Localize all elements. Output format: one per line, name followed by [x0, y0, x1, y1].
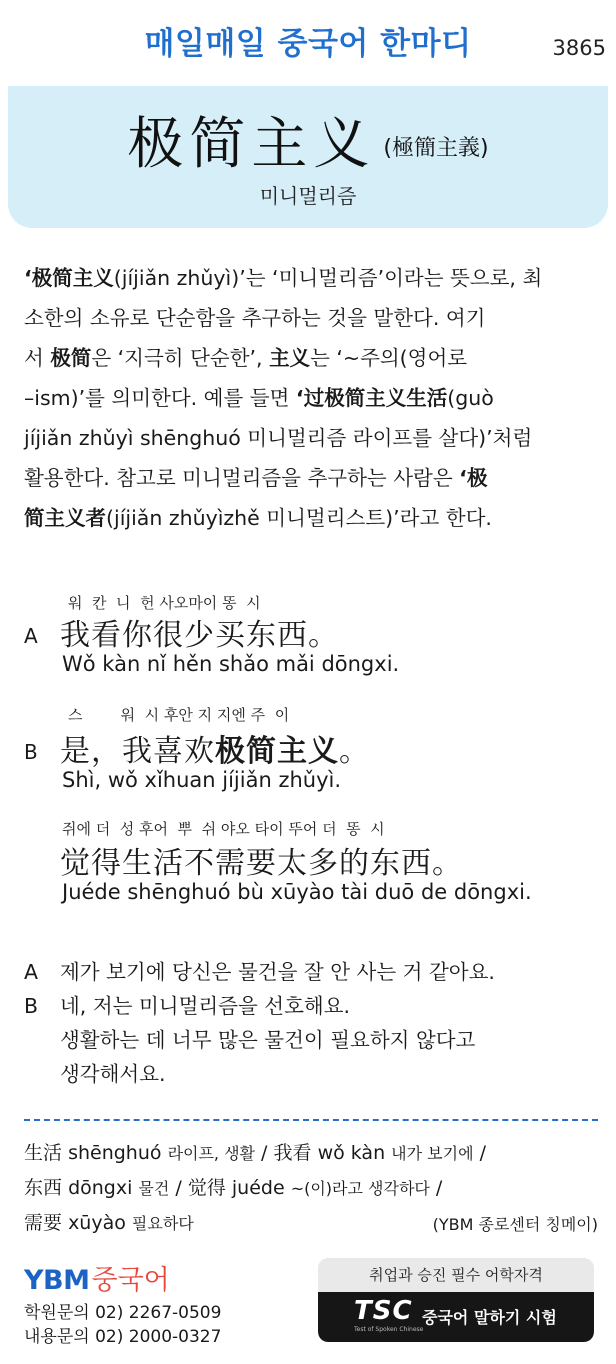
tsc-ad-banner[interactable] [318, 1258, 594, 1342]
tsc-logo: TSC [354, 1296, 413, 1326]
dialogue-line-a [24, 592, 604, 687]
headword [0, 100, 616, 180]
headword-korean: 미니멀리즘 [259, 184, 357, 208]
explanation-line: ‘极简主义(jíjiǎn zhǔyì)’는 ‘미니멀리즘’이라는 뜻으로, 최 [24, 266, 543, 290]
explanation-line: 서 极简은 ‘지극히 단순한’, 主义는 ‘~주의(영어로 [24, 346, 468, 370]
tsc-bar [318, 1292, 594, 1342]
contact-academy: 학원문의 02) 2267-0509 [24, 1303, 222, 1323]
vocabulary-line: 东西 dōngxi 물건 / 觉得 juéde ~(이)라고 생각하다 / [24, 1177, 443, 1199]
contact-content: 내용문의 02) 2000-0327 [24, 1327, 222, 1347]
speaker-label: B [24, 740, 38, 764]
tsc-logo-subtitle: Test of Spoken Chinese [354, 1326, 424, 1333]
headword-chinese: 极简主义 [127, 112, 376, 177]
explanation-line: jíjiǎn zhǔyì shēnghuó 미니멀리즘 라이프를 살다)’처럼 [24, 426, 533, 450]
author-credit: (YBM 종로센터 칭메이) [432, 1215, 598, 1234]
dashed-divider [24, 1119, 598, 1121]
chinese-sentence: 我看你很少买东西。 [60, 618, 339, 653]
chinese-sentence: 觉得生活不需要太多的东西。 [60, 846, 463, 881]
pinyin: Juéde shēnghuó bù xūyào tài duō de dōngxi. [62, 880, 532, 904]
pronunciation-guide: 쥐에 더 성 후어 뿌 쉬 야오 타이 뚜어 더 똥 시 [62, 820, 385, 838]
translation-line: B 네, 저는 미니멀리즘을 선호해요. [24, 994, 351, 1018]
pronunciation-guide: 워 칸 니 헌 사오마이 똥 시 [68, 594, 261, 612]
explanation-line: –ism)’를 의미한다. 예를 들면 ‘过极简主义生活(guò [24, 386, 494, 410]
pronunciation-guide: 스 워 시 후안 지 지엔 주 이 [68, 706, 290, 724]
tsc-description: 중국어 말하기 시험 [422, 1308, 557, 1327]
explanation-line: 활용한다. 참고로 미니멀리즘을 추구하는 사람은 ‘极 [24, 466, 488, 490]
vocabulary-line: 需要 xūyào 필요하다 [24, 1212, 194, 1234]
series-title: 매일매일 중국어 한마디 [144, 26, 472, 62]
tsc-tagline: 취업과 승진 필수 어학자격 [369, 1266, 543, 1284]
pinyin: Wǒ kàn nǐ hěn shǎo mǎi dōngxi. [62, 652, 400, 676]
dialogue-line-b [24, 704, 604, 799]
vocabulary-line: 生活 shēnghuó 라이프, 생활 / 我看 wǒ kàn 내가 보기에 / [24, 1142, 486, 1164]
explanation-paragraph [24, 258, 596, 538]
translation-line: A 제가 보기에 당신은 물건을 잘 안 사는 거 같아요. [24, 960, 495, 984]
translation-line: 생활하는 데 너무 많은 물건이 필요하지 않다고 [60, 1028, 476, 1052]
speaker-label: A [24, 624, 38, 648]
headword-traditional: (極簡主義) [383, 136, 489, 161]
pinyin: Shì, wǒ xǐhuan jíjiǎn zhǔyì. [62, 768, 342, 792]
issue-number: 3865 [552, 36, 606, 60]
dialogue-line-b2 [24, 818, 604, 913]
chinese-sentence: 是，我喜欢极简主义。 [60, 734, 370, 769]
translation-block [24, 955, 604, 1091]
explanation-line: 소한의 소유로 단순함을 추구하는 것을 말한다. 여기 [24, 306, 486, 330]
translation-line: 생각해서요. [60, 1062, 166, 1086]
ybm-logo: YBM중국어 [24, 1265, 170, 1296]
explanation-line: 简主义者(jíjiǎn zhǔyìzhě 미니멀리스트)’라고 한다. [24, 506, 492, 530]
